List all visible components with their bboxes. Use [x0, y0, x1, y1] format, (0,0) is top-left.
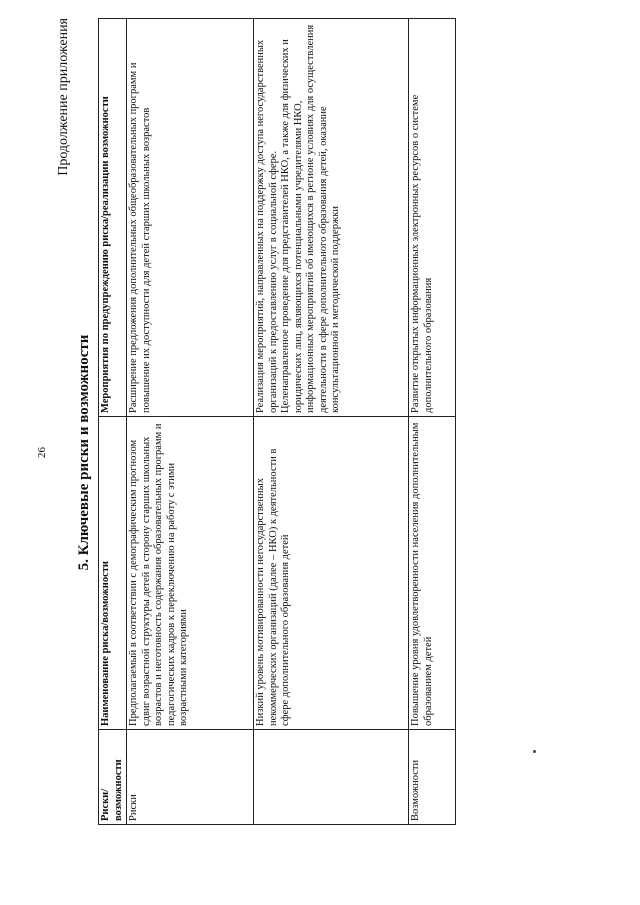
risk-name-cell: Предполагаемый в соответствии с демографическим прогнозом сдвиг возрастной структуры детей в сторону старших школьных возрастов и неготовность содержания образовательных программ и педагогических кадров к переключению на работу с этими возрастными категориями [127, 417, 254, 730]
table-row [409, 19, 456, 825]
risks-table [98, 18, 456, 825]
measure-text: Целенаправленное проведение для представителей НКО, а также для физических и юридических лиц, являющихся потенциальными учредителями НКО, информационных мероприятий об имеющихся в регионе условиях для осуществления деятельности в сфере дополнительного образования детей, оказание консультационной и методической поддержки [280, 24, 341, 413]
measures-cell [254, 19, 409, 417]
section-title: 5. Ключевые риски и возможности [76, 334, 92, 571]
opportunity-name-cell: Повышение уровня удовлетворенности населения дополнительным образованием детей [409, 417, 456, 730]
table-row [127, 19, 254, 825]
measures-cell [409, 19, 456, 417]
appendix-continuation-label: Продолжение приложения [56, 18, 71, 176]
column-header-name: Наименование риска/возможности [99, 417, 127, 730]
measures-cell [127, 19, 254, 417]
measure-text: Реализация мероприятий, направленных на поддержку доступа негосударственных организаций к предоставлению услуг в социальной сфере. [255, 39, 279, 413]
measure-text: Расширение предложения дополнительных общеобразовательных программ и повышение их доступности для детей старших школьных возрастов [128, 62, 152, 413]
table-header-row [99, 19, 127, 825]
category-cell: Риски [127, 730, 254, 825]
table-row [254, 19, 409, 825]
column-header-category: Риски/ возможности [99, 730, 127, 825]
category-cell [254, 730, 409, 825]
page-number: 26 [36, 447, 48, 458]
category-cell: Возможности [409, 730, 456, 825]
column-header-measures: Мероприятия по предупреждению риска/реализации возможности [99, 19, 127, 417]
risk-name-cell: Низкий уровень мотивированности негосударственных некоммерческих организаций (далее – НКО) к деятельности в сфере дополнительного образования детей [254, 417, 409, 730]
scan-speck [533, 750, 536, 753]
measure-text: Развитие открытых информационных электронных ресурсов о системе дополнительного образования [410, 94, 434, 413]
